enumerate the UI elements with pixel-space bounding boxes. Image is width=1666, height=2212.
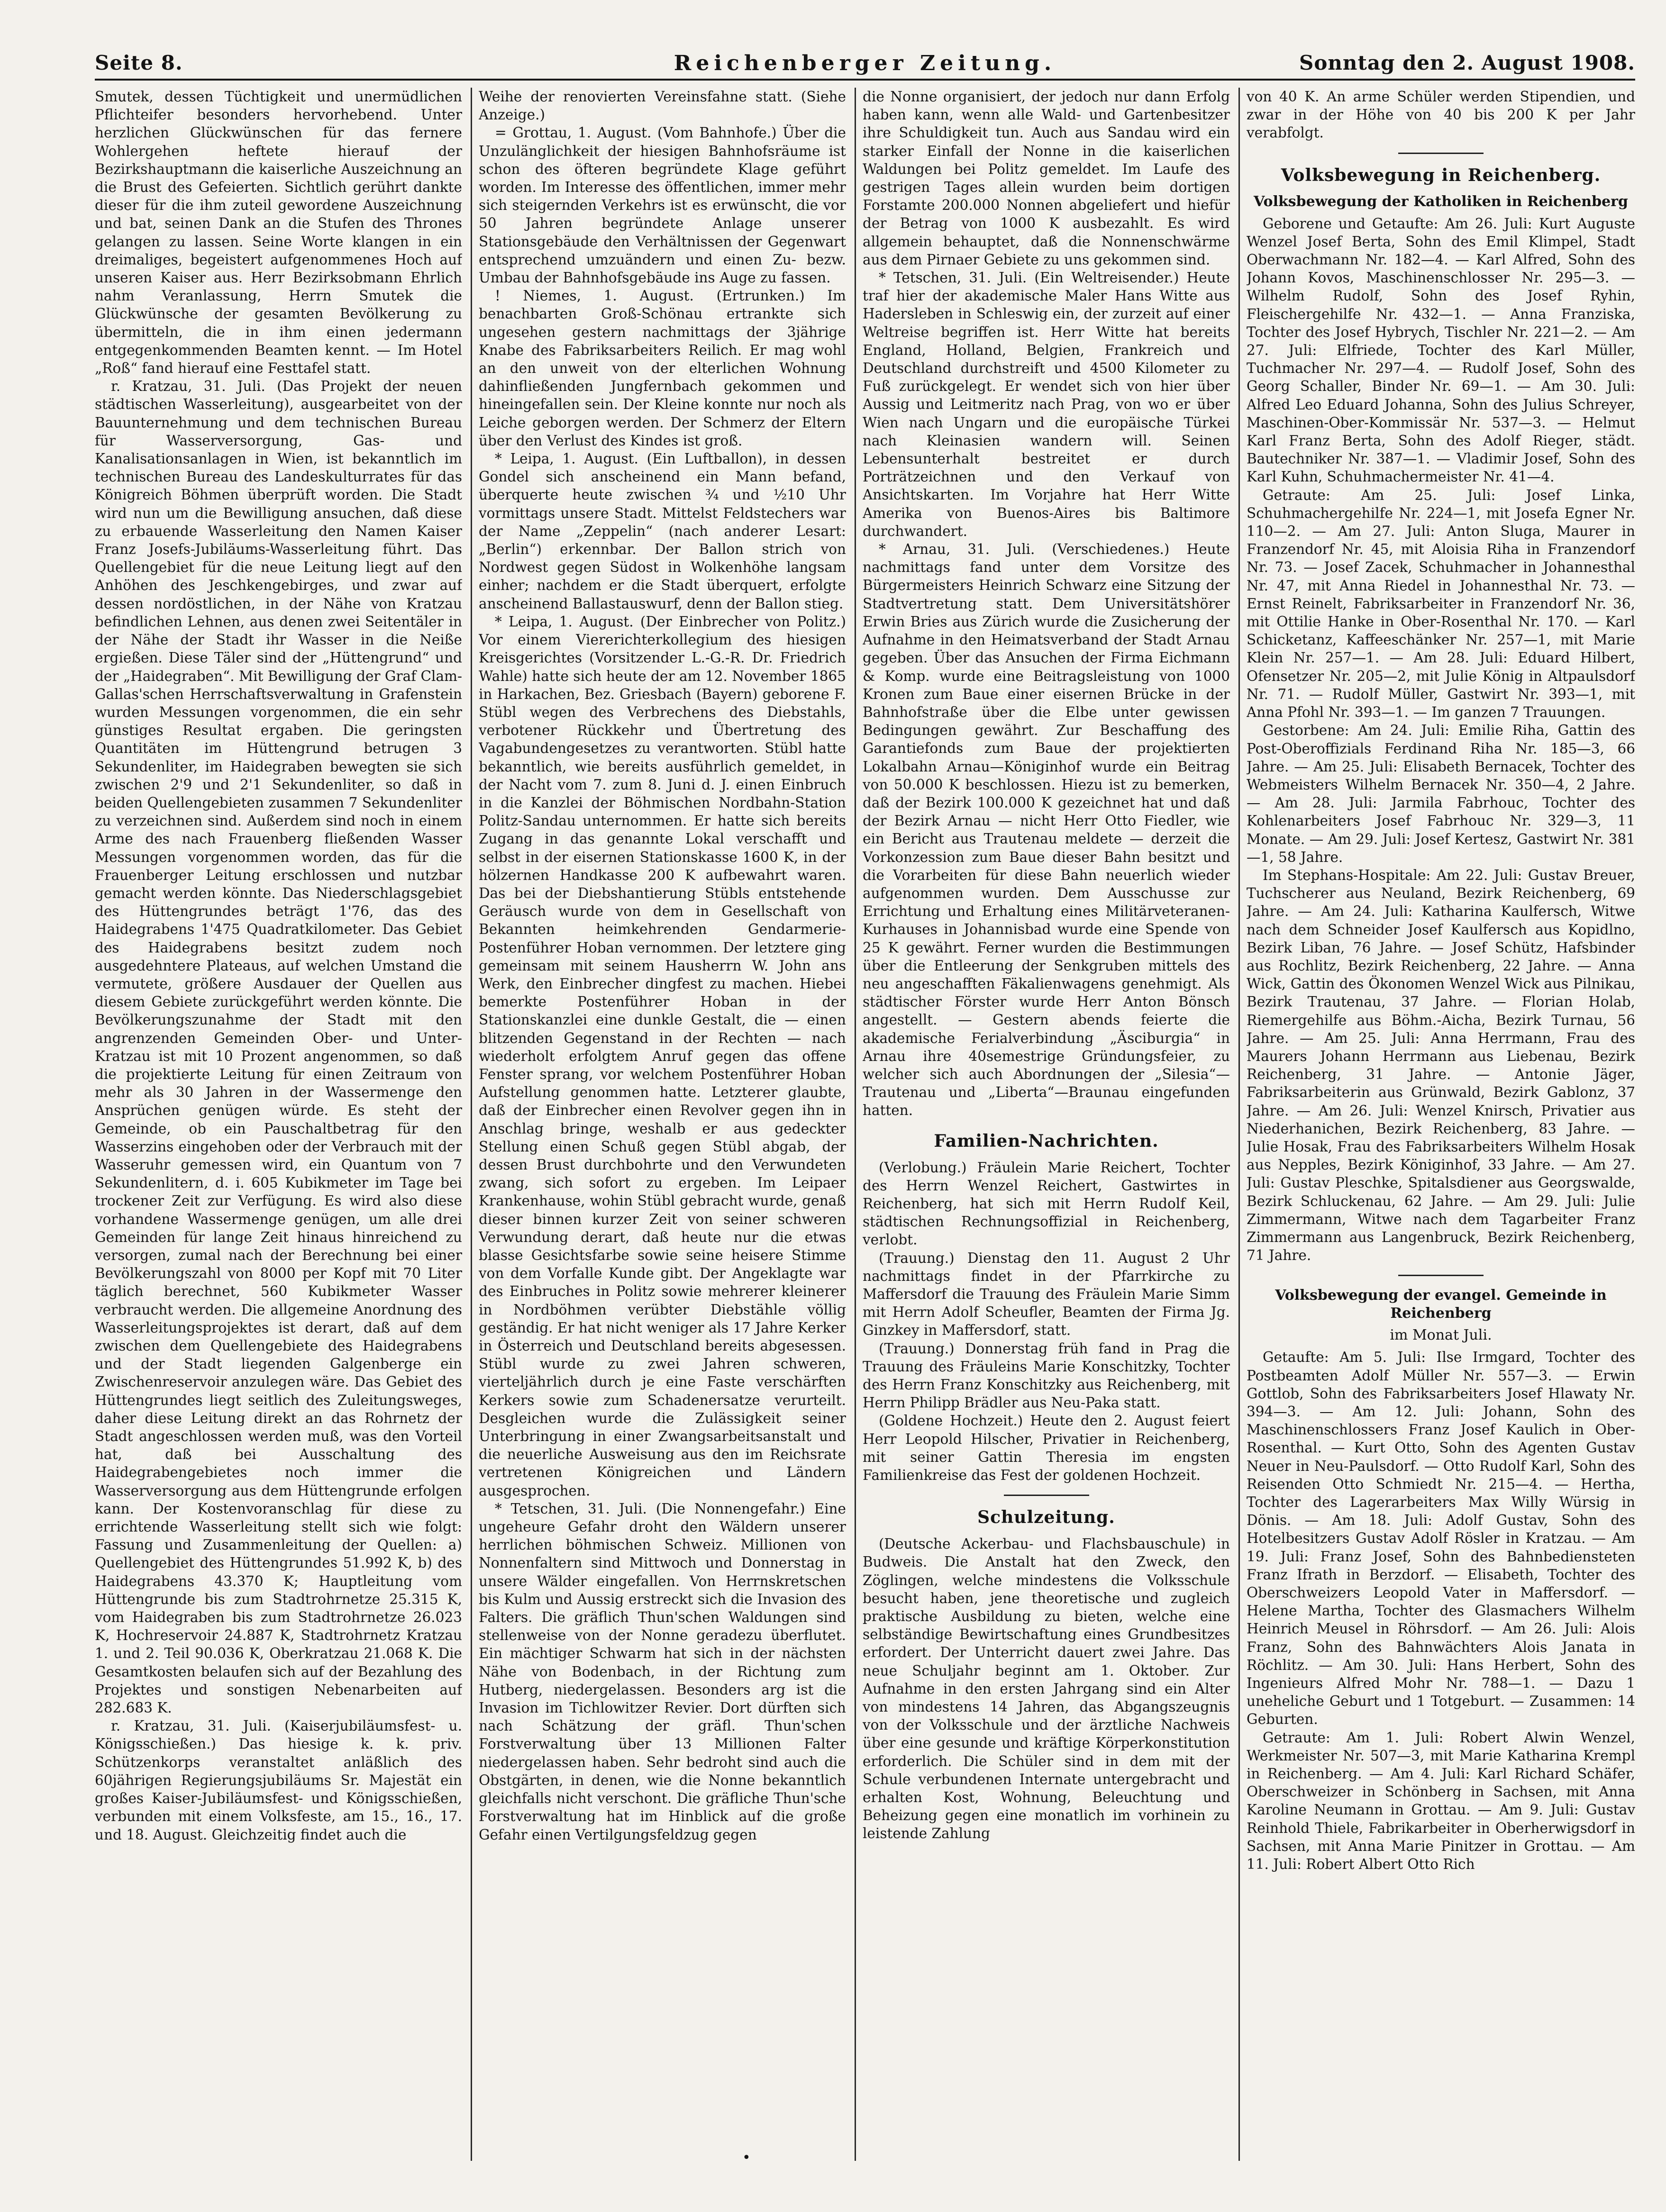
column-divider [471,88,472,2161]
page-number: Seite 8. [95,51,183,74]
article-arnau: * Arnau, 31. Juli. (Verschiedenes.) Heute nachmittags fand unter dem Vorsitze des Bürgermeisters Heinrich Schwarz eine Sitzung der Stadtvertretung statt. Dem Universitätshörer Erwin Bries aus Zürich wurde die Zusicherung der Aufnahme in den Heimatsverband der Stadt Arnau gegeben. Über das Ansuchen der Firma Eichmann & Komp. wurde eine Beitragsleistung von 1000 Kronen zum Baue einer eisernen Brücke in der Bahnhofstraße über die Elbe unter gewissen Bedingungen gewährt. Zur Beschaffung des Garantiefonds zum Baue der projektierten Lokalbahn Arnau—Königinhof wurde ein Beitrag von 50.000 K beschlossen. Hiezu ist zu bemerken, daß der Bezirk 100.000 K gezeichnet hat und daß der Bezirk Arnau — nicht Herr Otto Fiedler, wie ein Bericht aus Trautenau meldete — derzeit die Vorkonzession zum Baue dieser Bahn besitzt und die Vorarbeiten für diese Bahn neuerlich wieder aufgenommen wurden. Dem Ausschusse zur Errichtung und Erhaltung eines Militärveteranen-Kurhauses in Johannisbad wurde eine Spende von 25 K gewährt. Ferner wurden die Bestimmungen über die Entleerung der Senkgruben mittels des neu angeschafften Fäkalienwagens genehmigt. Als städtischer Förster wurde Herr Anton Bönsch angestellt. — Gestern abends feierte die akademische Ferialverbindung „Äsciburgia“ in Arnau ihre 40semestrige Gründungsfeier, zu welcher sich auch Abordnungen der „Silesia“—Trautenau und „Liberta“—Braunau eingefunden hatten. [863,541,1230,1119]
family-notice: (Verlobung.) Fräulein Marie Reichert, Tochter des Herrn Wenzel Reichert, Gastwirtes in Reichenberg, hat sich mit Herrn Rudolf Keil, städtischen Rechnungsoffizial in Reichenberg, verlobt. [863,1159,1230,1248]
column-1 [95,88,462,2161]
registry-hospital: Im Stephans-Hospitale: Am 22. Juli: Gustav Breuer, Tuchscherer aus Neuland, Bezirk Reichenberg, 69 Jahre. — Am 24. Juli: Katharina Kaulfersch, Witwe nach dem Schneider Josef Kaulfersch aus Kopidlno, Bezirk Liban, 76 Jahre. — Josef Schütz, Hafsbinder aus Rochlitz, Bezirk Reichenberg, 22 Jahre. — Anna Wick, Gattin des Ökonomen Wenzel Wick aus Pilnikau, Bezirk Trautenau, 37 Jahre. — Florian Holab, Riemergehilfe aus Böhm.-Aicha, Bezirk Turnau, 56 Jahre. — Am 25. Juli: Anna Herrmann, Frau des Maurers Johann Herrmann aus Liebenau, Bezirk Reichenberg, 31 Jahre. — Antonie Jäger, Fabriksarbeiterin aus Grünwald, Bezirk Gablonz, 37 Jahre. — Am 26. Juli: Wenzel Knirsch, Privatier aus Niederhanichen, Bezirk Reichenberg, 83 Jahre. — Julie Hosak, Frau des Fabriksarbeiters Wilhelm Hosak aus Nepples, Bezirk Königinhof, 33 Jahre. — Am 27. Juli: Gustav Pleschke, Spitalsdiener aus Georgswalde, Bezirk Schluckenau, 62 Jahre. — Am 29. Juli: Julie Zimmermann, Witwe nach dem Tagarbeiter Franz Zimmermann aus Langenbruck, Bezirk Reichenberg, 71 Jahre. [1247,867,1635,1264]
article-text: Weihe der renovierten Vereinsfahne statt. (Siehe Anzeige.) [479,89,846,123]
school-notice: (Deutsche Ackerbau- und Flachsbauschule) in Budweis. Die Anstalt hat den Zweck, den Zöglingen, welche mindestens die Volksschule besucht haben, jene theoretische und zugleich praktische Ausbildung zu bieten, welche eine selbständige Bewirtschaftung eines Grundbesitzes erfordert. Der Unterricht dauert zwei Jahre. Das neue Schuljahr beginnt am 1. Oktober. Zur Aufnahme in den ersten Jahrgang sind ein Alter von mindestens 14 Jahren, das Abgangszeugnis von der Volksschule und der ärztliche Nachweis über eine gesunde und kräftige Körperkonstitution erforderlich. Die Schüler sind in dem mit der Schule verbundenen Internate untergebracht und erhalten Kost, Wohnung, Beleuchtung und Beheizung gegen eine monatlich im vorhinein zu leistende Zahlung [863,1536,1230,1842]
registry-baptisms: Getaufte: Am 5. Juli: Ilse Irmgard, Tochter des Postbeamten Adolf Müller Nr. 557—3. — Erwin Gottlob, Sohn des Fabriksarbeiters Josef Hlawaty Nr. 394—3. — Am 12. Juli: Johann, Sohn des Maschinenschlossers Franz Josef Kaulich in Ober-Rosenthal. — Kurt Otto, Sohn des Agenten Gustav Neuer in Neu-Paulsdorf. — Otto Rudolf Karl, Sohn des Reisenden Otto Schmiedt Nr. 215—4. — Hertha, Tochter des Lagerarbeiters Max Willy Würsig in Dönis. — Am 18. Juli: Adolf Gustav, Sohn des Hotelbesitzers Gustav Adolf Rösler in Kratzau. — Am 19. Juli: Franz Josef, Sohn des Bahnbediensteten Franz Ifrath in Berzdorf. — Elisabeth, Tochter des Oberschweizers Leopold Vater in Maffersdorf. — Helene Martha, Tochter des Glasmachers Wilhelm Heinrich Meusel in Röhrsdorf. — Am 26. Juli: Alois Franz, Sohn des Bahnwächters Alois Janata in Röchlitz. — Am 30. Juli: Hans Herbert, Sohn des Ingenieurs Alfred Mohr Nr. 788—1. — Dazu 1 uneheliche Geburt und 1 Totgeburt. — Zusammen: 14 Geburten. [1247,1349,1635,1728]
article-tetschen-traveller: * Tetschen, 31. Juli. (Ein Weltreisender.) Heute traf hier der akademische Maler Hans Witte aus Hadersleben in Schleswig ein, der zurzeit auf einer Weltreise begriffen ist. Herr Witte hat bereits England, Holland, Belgien, Frankreich und Deutschland durchstreift und 4500 Kilometer zu Fuß zurückgelegt. Er wendet sich von hier über Aussig und Leitmeritz nach Prag, von wo er über Wien nach Ungarn und die europäische Türkei nach Kleinasien wandern will. Seinen Lebensunterhalt bestreitet er durch Porträtzeichnen und den Verkauf von Ansichtskarten. Im Vorjahre hat Herr Witte Amerika von Buenos-Aires bis Baltimore durchwandert. [863,270,1230,539]
article-text: die Nonne organisiert, der jedoch nur dann Erfolg haben kann, wenn alle Wald- und Gartenbesitzer ihre Schuldigkeit tun. Auch aus Sandau wird ein starker Einfall der Nonne in die kaiserlichen Waldungen bei Politz gemeldet. Im Laufe des gestrigen Tages allein wurden beim dortigen Forstamte 200.000 Nonnen abgeliefert und hiefür der Betrag von 1000 K ausbezahlt. Es wird allgemein behauptet, daß die Nonnenschwärme aus dem Pirnaer Gebiete zu uns gekommen sind. [863,89,1230,268]
registry-births: Geborene und Getaufte: Am 26. Juli: Kurt Auguste Wenzel Josef Berta, Sohn des Emil Klimpel, Stadt Oberwachmann Nr. 182—4. — Karl Alfred, Sohn des Johann Kovos, Maschinenschlosser Nr. 295—3. — Wilhelm Rudolf, Sohn des Josef Ryhin, Fleischergehilfe Nr. 432—1. — Anna Franziska, Tochter des Josef Hybrych, Tischler Nr. 221—2. — Am 27. Juli: Elfriede, Tochter des Karl Müller, Tuchmacher Nr. 297—4. — Rudolf Josef, Sohn des Georg Schaller, Binder Nr. 69—1. — Am 30. Juli: Alfred Leo Eduard Johanna, Sohn des Julius Schreyer, Maschinen-Ober-Kommissär Nr. 537—3. — Helmut Karl Franz Berta, Sohn des Adolf Rieger, städt. Bautechniker Nr. 387—1. — Vladimir Josef, Sohn des Karl Kuhn, Schuhmachermeister Nr. 41—4. [1247,215,1635,485]
article-text: Smutek, dessen Tüchtigkeit und unermüdlichen Pflichteifer besonders hervorhebend. Unter herzlichen Glückwünschen für das fernere Wohlergehen heftete hierauf der Bezirkshauptmann die kaiserliche Auszeichnung an die Brust des Gefeierten. Sichtlich gerührt dankte dieser für die ihm zuteil gewordene Auszeichnung und bat, seinen Dank an die Stufen des Thrones gelangen zu lassen. Seine Worte klangen in ein dreimaliges, begeistert aufgenommenes Hoch auf unseren Kaiser aus. Herr Bezirksobmann Ehrlich nahm Veranlassung, Herrn Smutek die Glückwünsche der gesamten Bevölkerung zu übermitteln, die in ihm einen jedermann entgegenkommenden Beamten kennt. — Im Hotel „Roß“ fand hierauf eine Festtafel statt. [95,89,462,377]
column-3 [863,88,1230,2161]
registry-deaths: Gestorbene: Am 24. Juli: Emilie Riha, Gattin des Post-Oberoffizials Ferdinand Riha Nr. 185—3, 66 Jahre. — Am 25. Juli: Elisabeth Bernacek, Tochter des Webmeisters Wilhelm Bernacek Nr. 350—4, 2 Jahre. — Am 28. Juli: Jarmila Fabrhouc, Tochter des Kohlenarbeiters Josef Fabrhouc Nr. 329—3, 11 Monate. — Am 29. Juli: Josef Kertesz, Gastwirt Nr. 381—1, 58 Jahre. [1247,722,1635,865]
masthead: Reichenberger Zeitung. [674,51,1056,75]
family-notice: (Trauung.) Dienstag den 11. August 2 Uhr nachmittags findet in der Pfarrkirche zu Maffersdorf die Trauung des Fräulein Marie Simm mit Herrn Adolf Scheufler, Beamten der Firma Jg. Ginzkey in Maffersdorf, statt. [863,1250,1230,1339]
registry-marriages-evangelical: Getraute: Am 1. Juli: Robert Alwin Wenzel, Werkmeister Nr. 507—3, mit Marie Katharina Krempl in Reichenberg. — Am 4. Juli: Karl Richard Schäfer, Oberschweizer in Schönberg in Sachsen, mit Anna Karoline Neumann in Grottau. — Am 9. Juli: Gustav Reinhold Thiele, Fabrikarbeiter in Oberherwigsdorf in Sachsen, mit Anna Marie Pinitzer in Grottau. — Am 11. Juli: Robert Albert Otto Rich [1247,1729,1635,1873]
column-divider [855,88,856,2161]
family-notice: (Trauung.) Donnerstag früh fand in Prag die Trauung des Fräuleins Marie Konschitzky, Tochter des Herrn Franz Konschitzky aus Reichenberg, mit Herrn Philipp Brädler aus Neu-Paka statt. [863,1340,1230,1411]
column-divider [1238,88,1240,2161]
bottom-bullet: • [742,2149,751,2166]
section-divider [1398,153,1484,154]
article-kratzau-jubilee: r. Kratzau, 31. Juli. (Kaiserjubiläumsfest- u. Königsschießen.) Das hiesige k. k. priv. Schützenkorps veranstaltet anläßlich des 60jährigen Regierungsjubiläums Sr. Majestät ein großes Kaiser-Jubiläumsfest- und Königsschießen, verbunden mit einem Volksfeste, am 15., 16., 17. und 18. August. Gleichzeitig findet auch die [95,1718,462,1843]
registry-marriages: Getraute: Am 25. Juli: Josef Linka, Schuhmachergehilfe Nr. 224—1, mit Josefa Egner Nr. 110—2. — Am 27. Juli: Anton Sluga, Maurer in Franzendorf Nr. 45, mit Aloisia Riha in Franzendorf Nr. 73. — Josef Zacek, Schuhmacher in Johannesthal Nr. 47, mit Anna Riedel in Johannesthal Nr. 73. — Ernst Reinelt, Fabriksarbeiter in Franzendorf Nr. 36, mit Ottilie Hanke in Ober-Rosenthal Nr. 170. — Karl Schicketanz, Kaffeeschänker Nr. 257—1, mit Marie Klein Nr. 257—1. — Am 28. Juli: Eduard Hilbert, Ofensetzer Nr. 205—2, mit Julie König in Altpaulsdorf Nr. 71. — Rudolf Müller, Gastwirt Nr. 393—1, mit Anna Pfohl Nr. 393—1. — Im ganzen 7 Trauungen. [1247,487,1635,721]
column-4 [1247,88,1635,2161]
issue-date: Sonntag den 2. August 1908. [1299,51,1635,74]
article-kratzau-water: r. Kratzau, 31. Juli. (Das Projekt der neuen städtischen Wasserleitung), ausgearbeitet von der Bauunternehmung und dem technischen Bureau für Wasserversorgung, Gas- und Kanalisationsanlagen in Wien, ist bekanntlich im technischen Bureau des Landeskulturrates für das Königreich Böhmen überprüft worden. Die Stadt wird nun um die Bewilligung ansuchen, daß diese zu erbauende Wasserleitung den Namen Kaiser Franz Josefs-Jubiläums-Wasserleitung führt. Das Quellengebiet für die neue Leitung liegt auf den Anhöhen des Jeschkengebirges, und zwar auf dessen nordöstlichen, in der Nähe von Kratzau befindlichen Lehnen, aus denen zwei Seitentäler in der Nähe der Stadt ihr Wasser in die Neiße ergießen. Diese Täler sind der „Hüttengrund“ und der „Haidegraben“. Mit Bewilligung der Graf Clam-Gallas'schen Herrschaftsverwaltung in Grafenstein wurden Messungen vorgenommen, die ein sehr günstiges Resultat ergaben. Die geringsten Quantitäten im Hüttengrund betrugen 3 Sekundenliter, im Haidegraben bewegten sie sich zwischen 2'9 und 2'1 Sekundenliter, so daß in beiden Quellengebieten zusammen 7 Sekundenliter zu verzeichnen sind. Außerdem sind noch in einem Arme des nach Frauenberg fließenden Wasser Messungen vorgenommen worden, das für die Frauenberger Leitung erschlossen und nutzbar gemacht werden könnte. Das Niederschlagsgebiet des Hüttengrundes beträgt 1'76, das des Haidegrabens 1'475 Quadratkilometer. Das Gebiet des Haidegrabens besitzt zudem noch ausgedehntere Plateaus, auf welchen Umstand die vermutete, größere Ausdauer der Quellen aus diesem Gebiete zurückgeführt werden könnte. Die Bevölkerungszunahme der Stadt mit den angrenzenden Gemeinden Ober- und Unter-Kratzau ist mit 10 Prozent angenommen, so daß die projektierte Leitung für einen Zeitraum von mehr als 30 Jahren in der Wassermenge den Ansprüchen genügen würde. Es steht der Gemeinde, ob ein Pauschaltbetrag für den Wasserzins eingehoben oder der Verbrauch mit der Wasseruhr gemessen wird, ein Quantum von 7 Sekundenlitern, d. i. 605 Kubikmeter im Tage bei trockener Zeit zur Verfügung. Es wird also diese vorhandene Wassermenge genügen, um alle drei Gemeinden für lange Zeit hinaus hinreichend zu versorgen, zumal nach der Berechnung bei einer Bevölkerungszahl von 8000 per Kopf mit 70 Liter täglich berechnet, 560 Kubikmeter Wasser verbraucht werden. Die allgemeine Anordnung des Wasserleitungsprojektes ist derart, daß auf dem zwischen dem Quellengebiete des Haidegrabens und der Stadt liegenden Galgenberge ein Zwischenreservoir anzulegen wäre. Das Gebiet des Hüttengrundes liegt seitlich des Zuleitungsweges, daher diese Leitung direkt an das Rohrnetz der Stadt angeschlossen werden muß, was den Vorteil hat, daß bei Ausschaltung des Haidegrabengebietes noch immer die Wasserversorgung aus dem Hüttengrunde erfolgen kann. Der Kostenvoranschlag für diese zu errichtende Wasserleitung stellt sich wie folgt: Fassung und Zusammenleitung der Quellen: a) Quellengebiet des Hüttengrundes 51.992 K, b) des Haidegrabens 43.370 K; Hauptleitung vom Hüttengrunde bis zum Stadtrohrnetze 25.315 K, vom Haidegraben bis zum Stadtrohrnetze 26.023 K, Hochreservoir 24.887 K, Stadtrohrnetz Kratzau 1. und 2. Teil 90.036 K, Oberkratzau 21.068 K. Die Gesamtkosten belaufen sich auf der Bezahlung des Projektes und sonstigen Nebenarbeiten auf 282.683 K. [95,378,462,1716]
section-heading-family-news: Familien-Nachrichten. [934,1131,1159,1151]
section-divider [1004,1495,1089,1496]
section-heading-school-news: Schulzeitung. [977,1507,1115,1528]
section-divider [1398,1275,1484,1276]
article-leipa-balloon: * Leipa, 1. August. (Ein Luftballon), in dessen Gondel sich anscheinend ein Mann befand, überquerte heute zwischen ¾ und ½10 Uhr vormittags unsere Stadt. Mittelst Feldstechers war der Name „Zeppelin“ (nach anderer Lesart: „Berlin“) erkennbar. Der Ballon strich von Nordwest gegen Südost in Wolkenhöhe langsam einher; nachdem er die Stadt überquert, erfolgte anscheinend Ballastauswurf, denn der Ballon stieg. [479,451,846,612]
subheading-evangelical: Volksbewegung der evangel. Gemeinde in Reichenberg [1275,1287,1607,1322]
page-header [95,51,1635,75]
subheading-month: im Monat Juli. [1390,1327,1492,1344]
subheading-catholic: Volksbewegung der Katholiken in Reichenberg [1254,193,1628,210]
article-grottau: = Grottau, 1. August. (Vom Bahnhofe.) Über die Unzulänglichkeit der hiesigen Bahnhofsräume ist schon des öfteren begründete Klage geführt worden. Im Interesse des öffentlichen, immer mehr sich steigernden Verkehrs ist es erwünscht, die vor 50 Jahren begründete Anlage unserer Stationsgebäude den Verhältnissen der Gegenwart entsprechend umzuändern und einen Zu- bezw. Umbau der Bahnhofsgebäude ins Auge zu fassen. [479,125,846,286]
column-2 [479,88,846,2161]
article-niemes: ! Niemes, 1. August. (Ertrunken.) Im benachbarten Groß-Schönau ertrankte sich ungesehen gestern nachmittags der 3jährige Knabe des Fabriksarbeiters Reilich. Er mag wohl an den unweit von der elterlichen Wohnung dahinfließenden Jungfernbach gekommen und hineingefallen sein. Der Kleine konnte nur noch als Leiche geborgen werden. Der Schmerz der Eltern über den Verlust des Kindes ist groß. [479,288,846,449]
header-rule [95,79,1635,81]
section-heading-population: Volksbewegung in Reichenberg. [1281,165,1601,185]
article-text: von 40 K. An arme Schüler werden Stipendien, und zwar in der Höhe von 40 bis 200 K per Jahr verabfolgt. [1247,89,1635,141]
article-leipa-burglar: * Leipa, 1. August. (Der Einbrecher von Politz.) Vor einem Viererichterkollegium des hiesigen Kreisgerichtes (Vorsitzender L.-G.-R. Dr. Friedrich Wahle) hatte sich heute der am 12. November 1865 in Harkachen, Bez. Griesbach (Bayern) geborene F. Stübl wegen des Verbrechens des Diebstahls, verbotener Rückkehr und Übertretung des Vagabundengesetzes zu verantworten. Stübl hatte bekanntlich, wie bereits ausführlich gemeldet, in der Nacht vom 7. zum 8. Juni d. J. einen Einbruch in die Kanzlei der Böhmischen Nordbahn-Station Politz-Sandau unternommen. Er hatte sich bereits Zugang in das genannte Lokal verschafft und selbst in der eisernen Stationskasse 1600 K, in der hölzernen Handkasse 200 K aufbewahrt waren. Das bei der Diebshantierung Stübls entstehende Geräusch wurde von dem in Gesellschaft von Bekannten heimkehrenden Gendarmerie-Postenführer Hoban vernommen. Der letztere ging gemeinsam mit seinem Hausherrn W. John ans Werk, den Einbrecher dingfest zu machen. Hiebei bemerkte Postenführer Hoban in der Stationskanzlei eine dunkle Gestalt, die — einen blitzenden Gegenstand in der Rechten — nach wiederholt erfolgtem Anruf gegen das offene Fenster sprang, vor welchem Postenführer Hoban Aufstellung genommen hatte. Letzterer glaubte, daß der Einbrecher einen Revolver gegen ihn in Anschlag bringe, weshalb er aus gedeckter Stellung einen Schuß gegen Stübl abgab, der dessen Brust durchbohrte und den Verwundeten zwang, sich sofort zu ergeben. Im Leipaer Krankenhause, wohin Stübl gebracht wurde, genaß dieser binnen kurzer Zeit von seiner schweren Verwundung derart, daß heute nur die etwas blasse Gesichtsfarbe sowie seine heisere Stimme von dem Vorfalle Kunde gibt. Der Angeklagte war des Einbruches in Politz sowie mehrerer kleinerer in Nordböhmen verübter Diebstähle völlig geständig. Er hat nicht weniger als 17 Jahre Kerker in Österreich und Deutschland bereits abgesessen. Stübl wurde zu zwei Jahren schweren, vierteljährlich durch je eine Faste verschärften Kerkers sowie zum Schadenersatze verurteilt. Desgleichen wurde die Zulässigkeit seiner Unterbringung in einer Zwangsarbeitsanstalt und die neuerliche Ausweisung aus den im Reichsrate vertretenen Königreichen und Ländern ausgesprochen. [479,613,846,1499]
family-notice: (Goldene Hochzeit.) Heute den 2. August feiert Herr Leopold Hilscher, Privatier in Reichenberg, mit seiner Gattin Theresia im engsten Familienkreise das Fest der goldenen Hochzeit. [863,1413,1230,1484]
article-tetschen-nonne: * Tetschen, 31. Juli. (Die Nonnengefahr.) Eine ungeheure Gefahr droht den Wäldern unserer herrlichen böhmischen Schweiz. Millionen von Nonnenfaltern sind Mittwoch und Donnerstag in unsere Wälder eingefallen. Von Herrnskretschen bis Kulm und Aussig erstreckt sich die Invasion des Falters. Die gräflich Thun'schen Waldungen sind stellenweise von der Nonne geradezu überflutet. Ein mächtiger Schwarm hat sich in der nächsten Nähe von Bodenbach, in der Richtung zum Hutberg, niedergelassen. Besonders arg ist die Invasion im Tichlowitzer Revier. Dort dürften sich nach Schätzung der gräfl. Thun'schen Forstverwaltung über 13 Millionen Falter niedergelassen haben. Sehr bedroht sind auch die Obstgärten, in denen, wie die Nonne bekanntlich gleichfalls nicht verschont. Die gräfliche Thun'sche Forstverwaltung hat im Hinblick auf die große Gefahr einen Vertilgungsfeldzug gegen [479,1500,846,1843]
